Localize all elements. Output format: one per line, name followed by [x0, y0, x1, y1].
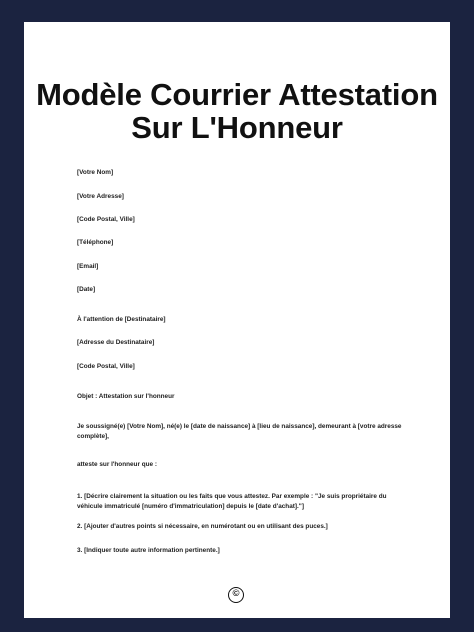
- recipient-postal-city: [Code Postal, Ville]: [77, 363, 135, 370]
- recipient-address: [Adresse du Destinataire]: [77, 339, 155, 346]
- document-title: [24, 78, 450, 144]
- recipient-attention: À l'attention de [Destinataire]: [77, 316, 166, 323]
- copyright-icon: ©: [228, 587, 244, 603]
- title-line-1: Modèle Courrier Attestation: [36, 77, 438, 112]
- title-line-2: Sur L'Honneur: [131, 110, 343, 145]
- sender-email: [Email]: [77, 263, 99, 270]
- attest-statement: atteste sur l'honneur que :: [77, 461, 157, 468]
- sender-name: [Votre Nom]: [77, 169, 114, 176]
- letter-subject: Objet : Attestation sur l'honneur: [77, 393, 175, 400]
- document-page: [24, 22, 450, 618]
- sender-phone: [Téléphone]: [77, 239, 114, 246]
- sender-postal-city: [Code Postal, Ville]: [77, 216, 135, 223]
- attest-point-1: 1. [Décrire clairement la situation ou les faits que vous attestez. Par exemple : "Je suis propriétaire du véhicule immatriculé [numéro d'immatriculation] depuis le [date d'achat]."]: [77, 493, 387, 510]
- letter-intro: Je soussigné(e) [Votre Nom], né(e) le [date de naissance] à [lieu de naissance], demeurant à [votre adresse complète],: [77, 423, 402, 440]
- attest-point-3: 3. [Indiquer toute autre information pertinente.]: [77, 547, 220, 554]
- attest-point-2: 2. [Ajouter d'autres points si nécessaire, en numérotant ou en utilisant des puces.]: [77, 523, 328, 530]
- sender-address: [Votre Adresse]: [77, 193, 124, 200]
- sender-date: [Date]: [77, 286, 96, 293]
